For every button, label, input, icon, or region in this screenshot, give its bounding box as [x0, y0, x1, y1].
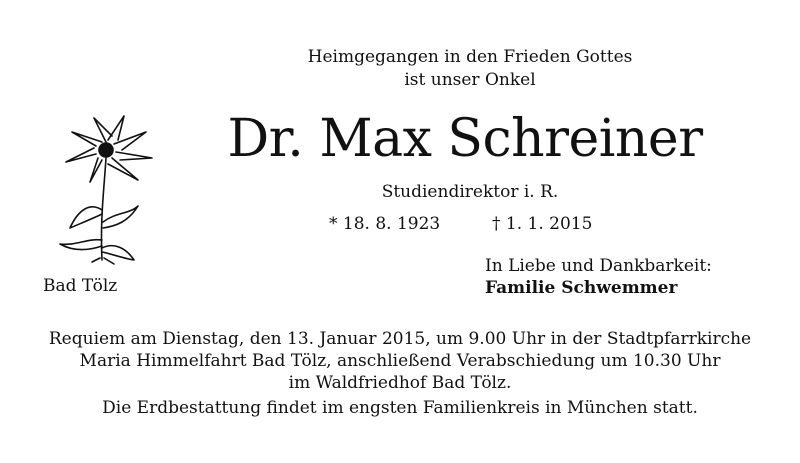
requiem-line-3: im Waldfriedhof Bad Tölz.	[288, 373, 512, 393]
intro-line-1: Heimgegangen in den Frieden Gottes	[307, 47, 633, 67]
mourners-block	[485, 255, 712, 299]
place-label: Bad Tölz	[43, 276, 118, 296]
family-name: Familie Schwemmer	[485, 278, 678, 298]
burial-text: Die Erdbestattung findet im engsten Familienkreis in München statt.	[102, 398, 698, 418]
death-date: † 1. 1. 2015	[492, 214, 593, 234]
requiem-line-1: Requiem am Dienstag, den 13. Januar 2015, um 9.00 Uhr in der Stadtpfarrkirche	[48, 329, 752, 349]
intro-line-2: ist unser Onkel	[404, 70, 536, 90]
requiem-text	[0, 328, 800, 394]
requiem-line-2: Maria Himmelfahrt Bad Tölz, anschließend Verabschiedung um 10.30 Uhr	[79, 351, 721, 371]
birth-date: * 18. 8. 1923	[329, 214, 441, 234]
thanks-line: In Liebe und Dankbarkeit:	[485, 256, 712, 276]
edelweiss-icon	[42, 110, 162, 270]
deceased-name: Dr. Max Schreiner	[227, 109, 703, 169]
intro-text	[260, 46, 680, 92]
deceased-title: Studiendirektor i. R.	[381, 182, 559, 202]
